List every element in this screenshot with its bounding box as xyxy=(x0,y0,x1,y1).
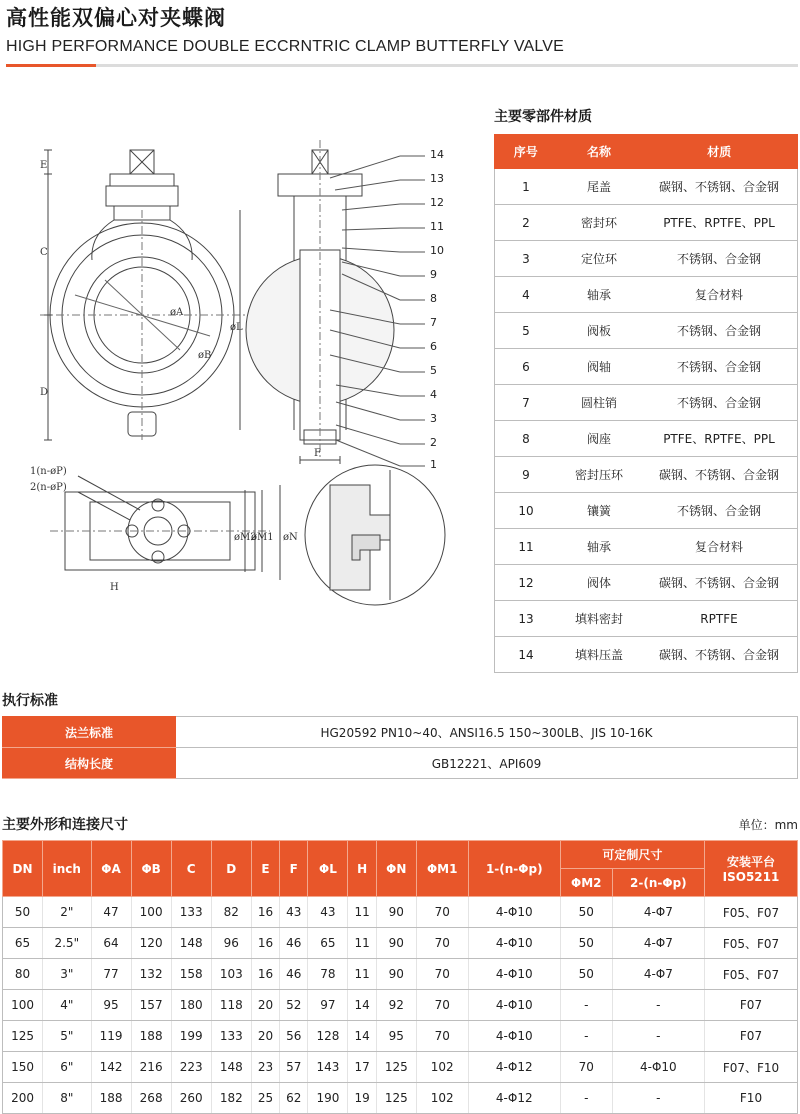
standard-value-flange: HG20592 PN10~40、ANSI16.5 150~300LB、JIS 10-16K xyxy=(176,717,798,748)
dimensions-title: 主要外形和连接尺寸 xyxy=(2,817,128,833)
part-material: 不锈钢、合金钢 xyxy=(641,349,798,385)
dim-header: F xyxy=(280,841,308,897)
dim-cell: 70 xyxy=(416,897,468,928)
dim-cell: 4" xyxy=(43,990,91,1021)
dim-cell: 4-Φ10 xyxy=(612,1052,704,1083)
dim-cell: 16 xyxy=(251,928,279,959)
dim-header: D xyxy=(211,841,251,897)
part-material: 复合材料 xyxy=(641,529,798,565)
dim-label-l: øL xyxy=(230,322,243,333)
parts-row xyxy=(495,457,798,493)
part-no: 9 xyxy=(495,457,558,493)
part-material: 不锈钢、合金钢 xyxy=(641,493,798,529)
parts-row xyxy=(495,637,798,673)
dim-cell: 23 xyxy=(251,1052,279,1083)
dim-cell: 223 xyxy=(171,1052,211,1083)
dim-cell: 6" xyxy=(43,1052,91,1083)
dim-cell: 3" xyxy=(43,959,91,990)
dim-cell: - xyxy=(612,1021,704,1052)
dim-cell: 102 xyxy=(416,1052,468,1083)
dim-cell: 57 xyxy=(280,1052,308,1083)
standard-label-flange: 法兰标准 xyxy=(3,717,176,748)
part-name: 密封环 xyxy=(557,205,641,241)
dim-cell: 46 xyxy=(280,928,308,959)
dim-cell: 100 xyxy=(3,990,43,1021)
part-material: PTFE、RPTFE、PPL xyxy=(641,421,798,457)
callout-12: 12 xyxy=(430,196,444,209)
dim-cell: 70 xyxy=(416,990,468,1021)
dim-cell: 20 xyxy=(251,990,279,1021)
table-row xyxy=(3,959,798,990)
dim-cell: 188 xyxy=(131,1021,171,1052)
dim-cell: 182 xyxy=(211,1083,251,1114)
part-material: PTFE、RPTFE、PPL xyxy=(641,205,798,241)
parts-title: 主要零部件材质 xyxy=(494,109,592,125)
dim-header: ΦL xyxy=(308,841,348,897)
part-name: 阀轴 xyxy=(557,349,641,385)
parts-row xyxy=(495,277,798,313)
table-row xyxy=(3,1083,798,1114)
dim-cell: 8" xyxy=(43,1083,91,1114)
dim-cell: 65 xyxy=(3,928,43,959)
dim-label-d: D xyxy=(40,387,49,398)
dim-cell: 148 xyxy=(171,928,211,959)
dim-cell: 125 xyxy=(376,1052,416,1083)
dim-cell: 14 xyxy=(348,1021,376,1052)
part-no: 10 xyxy=(495,493,558,529)
top-view xyxy=(50,476,280,580)
callout-4: 4 xyxy=(430,388,437,401)
part-material: 不锈钢、合金钢 xyxy=(641,241,798,277)
parts-header-material: 材质 xyxy=(641,135,798,169)
dim-cell: F10 xyxy=(705,1083,798,1114)
standards-title: 执行标准 xyxy=(2,693,58,709)
dim-cell: 90 xyxy=(376,897,416,928)
dim-cell: 95 xyxy=(376,1021,416,1052)
dim-cell: 4-Φ7 xyxy=(612,959,704,990)
part-name: 尾盖 xyxy=(557,169,641,205)
callout-6: 6 xyxy=(430,340,437,353)
dim-cell: 118 xyxy=(211,990,251,1021)
dim-header: 1-(n-Φp) xyxy=(468,841,560,897)
dim-cell: 70 xyxy=(416,928,468,959)
part-no: 6 xyxy=(495,349,558,385)
dim-cell: 19 xyxy=(348,1083,376,1114)
dim-cell: 17 xyxy=(348,1052,376,1083)
standard-value-length: GB12221、API609 xyxy=(176,748,798,779)
part-name: 阀体 xyxy=(557,565,641,601)
part-material: 碳钢、不锈钢、合金钢 xyxy=(641,457,798,493)
part-no: 8 xyxy=(495,421,558,457)
dim-cell: 157 xyxy=(131,990,171,1021)
dim-cell: 102 xyxy=(416,1083,468,1114)
dim-cell: 132 xyxy=(131,959,171,990)
dim-header: inch xyxy=(43,841,91,897)
page-subtitle: HIGH PERFORMANCE DOUBLE ECCRNTRIC CLAMP BUTTERFLY VALVE xyxy=(6,38,565,55)
part-name: 填料压盖 xyxy=(557,637,641,673)
parts-row xyxy=(495,349,798,385)
dim-cell: 4-Φ12 xyxy=(468,1052,560,1083)
dim-cell: 50 xyxy=(560,959,612,990)
dim-cell: F05、F07 xyxy=(705,897,798,928)
dim-cell: - xyxy=(560,1021,612,1052)
callout-1: 1 xyxy=(430,458,437,471)
dim-cell: 4-Φ10 xyxy=(468,928,560,959)
dim-cell: 5" xyxy=(43,1021,91,1052)
dim-cell: 50 xyxy=(3,897,43,928)
dim-cell: - xyxy=(560,990,612,1021)
parts-row xyxy=(495,241,798,277)
part-no: 14 xyxy=(495,637,558,673)
dim-cell: 47 xyxy=(91,897,131,928)
table-row xyxy=(3,928,798,959)
parts-header-no: 序号 xyxy=(495,135,558,169)
dim-cell: - xyxy=(612,990,704,1021)
dim-cell: 128 xyxy=(308,1021,348,1052)
dim-cell: 50 xyxy=(560,928,612,959)
dim-cell: 150 xyxy=(3,1052,43,1083)
dim-cell: 4-Φ10 xyxy=(468,897,560,928)
parts-row xyxy=(495,205,798,241)
dim-cell: 4-Φ10 xyxy=(468,1021,560,1052)
part-name: 阀座 xyxy=(557,421,641,457)
parts-table xyxy=(494,134,798,673)
dim-cell: 4-Φ10 xyxy=(468,959,560,990)
callout-8: 8 xyxy=(430,292,437,305)
dim-header: ΦA xyxy=(91,841,131,897)
table-row xyxy=(3,1021,798,1052)
dim-header-platform-line: 安装平台 xyxy=(726,855,775,869)
parts-row xyxy=(495,421,798,457)
dim-label-f: F xyxy=(314,448,321,459)
callout-13: 13 xyxy=(430,172,444,185)
part-name: 阀板 xyxy=(557,313,641,349)
dim-cell: 11 xyxy=(348,959,376,990)
standards-table xyxy=(2,716,798,779)
dim-cell: 64 xyxy=(91,928,131,959)
dim-label-e: E xyxy=(40,160,48,171)
dim-header: ΦM1 xyxy=(416,841,468,897)
valve-drawing xyxy=(30,140,490,610)
dim-cell: 70 xyxy=(416,1021,468,1052)
part-material: 碳钢、不锈钢、合金钢 xyxy=(641,565,798,601)
dim-cell: - xyxy=(560,1083,612,1114)
unit-label: 单位：mm xyxy=(738,818,798,832)
front-view xyxy=(40,150,245,440)
dim-cell: F05、F07 xyxy=(705,959,798,990)
title-divider xyxy=(6,64,798,67)
dim-cell: 82 xyxy=(211,897,251,928)
dim-cell: 50 xyxy=(560,897,612,928)
dim-cell: 80 xyxy=(3,959,43,990)
parts-row xyxy=(495,493,798,529)
part-no: 3 xyxy=(495,241,558,277)
dim-cell: 2" xyxy=(43,897,91,928)
dim-header: DN xyxy=(3,841,43,897)
part-material: 复合材料 xyxy=(641,277,798,313)
dim-cell: 70 xyxy=(416,959,468,990)
callout-14: 14 xyxy=(430,148,444,161)
dim-label-h: H xyxy=(110,582,119,593)
dim-header: C xyxy=(171,841,211,897)
dim-header-platform-line: ISO5211 xyxy=(722,870,780,884)
dim-header-sub: 2-(n-Φp) xyxy=(612,869,704,897)
part-name: 填料密封 xyxy=(557,601,641,637)
parts-row xyxy=(495,313,798,349)
part-name: 轴承 xyxy=(557,529,641,565)
part-no: 12 xyxy=(495,565,558,601)
dim-cell: 103 xyxy=(211,959,251,990)
callout-5: 5 xyxy=(430,364,437,377)
part-name: 镶簧 xyxy=(557,493,641,529)
dim-cell: 65 xyxy=(308,928,348,959)
dim-cell: 14 xyxy=(348,990,376,1021)
dim-label-b: øB xyxy=(198,350,212,361)
title-accent xyxy=(6,64,96,67)
table-row xyxy=(3,1052,798,1083)
dim-header: ΦN xyxy=(376,841,416,897)
dim-cell: 120 xyxy=(131,928,171,959)
part-material: 不锈钢、合金钢 xyxy=(641,385,798,421)
dim-cell: F07 xyxy=(705,990,798,1021)
dim-cell: 142 xyxy=(91,1052,131,1083)
table-row xyxy=(3,897,798,928)
dim-cell: 119 xyxy=(91,1021,131,1052)
callout-2: 2 xyxy=(430,436,437,449)
parts-row xyxy=(495,169,798,205)
dim-cell: 90 xyxy=(376,959,416,990)
dim-cell: 20 xyxy=(251,1021,279,1052)
part-no: 1 xyxy=(495,169,558,205)
dim-cell: 133 xyxy=(211,1021,251,1052)
dim-cell: 2.5" xyxy=(43,928,91,959)
dim-cell: 158 xyxy=(171,959,211,990)
part-material: RPTFE xyxy=(641,601,798,637)
dim-cell: 4-Φ7 xyxy=(612,897,704,928)
dim-header: E xyxy=(251,841,279,897)
dim-cell: 16 xyxy=(251,897,279,928)
dim-cell: 95 xyxy=(91,990,131,1021)
dim-header: H xyxy=(348,841,376,897)
parts-header-name: 名称 xyxy=(557,135,641,169)
callout-9: 9 xyxy=(430,268,437,281)
dim-cell: F07 xyxy=(705,1021,798,1052)
detail-view xyxy=(305,465,445,605)
callout-3: 3 xyxy=(430,412,437,425)
dimensions-table xyxy=(2,840,798,1114)
dim-cell: 43 xyxy=(280,897,308,928)
dim-cell: 11 xyxy=(348,928,376,959)
dim-cell: 52 xyxy=(280,990,308,1021)
dim-cell: 78 xyxy=(308,959,348,990)
part-no: 13 xyxy=(495,601,558,637)
dim-cell: 133 xyxy=(171,897,211,928)
dim-cell: 125 xyxy=(376,1083,416,1114)
part-no: 4 xyxy=(495,277,558,313)
part-material: 不锈钢、合金钢 xyxy=(641,313,798,349)
part-material: 碳钢、不锈钢、合金钢 xyxy=(641,637,798,673)
table-row xyxy=(3,990,798,1021)
part-name: 轴承 xyxy=(557,277,641,313)
dim-cell: F05、F07 xyxy=(705,928,798,959)
dim-cell: 200 xyxy=(3,1083,43,1114)
dim-cell: 180 xyxy=(171,990,211,1021)
part-name: 圆柱销 xyxy=(557,385,641,421)
dim-cell: 125 xyxy=(3,1021,43,1052)
dim-header-platform xyxy=(705,841,798,897)
dim-cell: 268 xyxy=(131,1083,171,1114)
dim-label-p2: 2(n-øP) xyxy=(30,482,67,493)
dim-cell: 97 xyxy=(308,990,348,1021)
dim-cell: 4-Φ12 xyxy=(468,1083,560,1114)
dim-label-m1: øM1 xyxy=(251,532,274,543)
dim-cell: 216 xyxy=(131,1052,171,1083)
dim-label-c: C xyxy=(40,247,48,258)
dim-cell: 190 xyxy=(308,1083,348,1114)
standard-label-length: 结构长度 xyxy=(3,748,176,779)
dim-cell: 4-Φ7 xyxy=(612,928,704,959)
parts-row xyxy=(495,385,798,421)
dim-label-a: øA xyxy=(170,307,184,318)
dim-cell: 90 xyxy=(376,928,416,959)
dim-label-m2: øM2 xyxy=(234,532,257,543)
callout-7: 7 xyxy=(430,316,437,329)
parts-row xyxy=(495,601,798,637)
side-view xyxy=(240,140,425,466)
dim-cell: 70 xyxy=(560,1052,612,1083)
dim-label-n: øN xyxy=(283,532,298,543)
dim-cell: 56 xyxy=(280,1021,308,1052)
callout-10: 10 xyxy=(430,244,444,257)
page-title: 高性能双偏心对夹蝶阀 xyxy=(6,6,226,30)
part-no: 2 xyxy=(495,205,558,241)
dim-cell: 16 xyxy=(251,959,279,990)
dim-cell: 4-Φ10 xyxy=(468,990,560,1021)
dim-cell: 199 xyxy=(171,1021,211,1052)
dim-cell: 148 xyxy=(211,1052,251,1083)
dim-cell: F07、F10 xyxy=(705,1052,798,1083)
dim-cell: 96 xyxy=(211,928,251,959)
part-no: 5 xyxy=(495,313,558,349)
dim-cell: 92 xyxy=(376,990,416,1021)
dim-cell: 62 xyxy=(280,1083,308,1114)
dim-header-custom: 可定制尺寸 xyxy=(560,841,704,869)
parts-row xyxy=(495,565,798,601)
dim-cell: 143 xyxy=(308,1052,348,1083)
dim-cell: 77 xyxy=(91,959,131,990)
part-material: 碳钢、不锈钢、合金钢 xyxy=(641,169,798,205)
part-no: 11 xyxy=(495,529,558,565)
dim-header: ΦB xyxy=(131,841,171,897)
part-name: 密封压环 xyxy=(557,457,641,493)
dim-label-p1: 1(n-øP) xyxy=(30,466,67,477)
part-no: 7 xyxy=(495,385,558,421)
dim-cell: 11 xyxy=(348,897,376,928)
part-name: 定位环 xyxy=(557,241,641,277)
dim-header-sub: ΦM2 xyxy=(560,869,612,897)
dim-cell: 260 xyxy=(171,1083,211,1114)
parts-row xyxy=(495,529,798,565)
dim-cell: 25 xyxy=(251,1083,279,1114)
dim-cell: 46 xyxy=(280,959,308,990)
dim-cell: 43 xyxy=(308,897,348,928)
dim-cell: 188 xyxy=(91,1083,131,1114)
dim-cell: 100 xyxy=(131,897,171,928)
callout-11: 11 xyxy=(430,220,444,233)
dim-cell: - xyxy=(612,1083,704,1114)
